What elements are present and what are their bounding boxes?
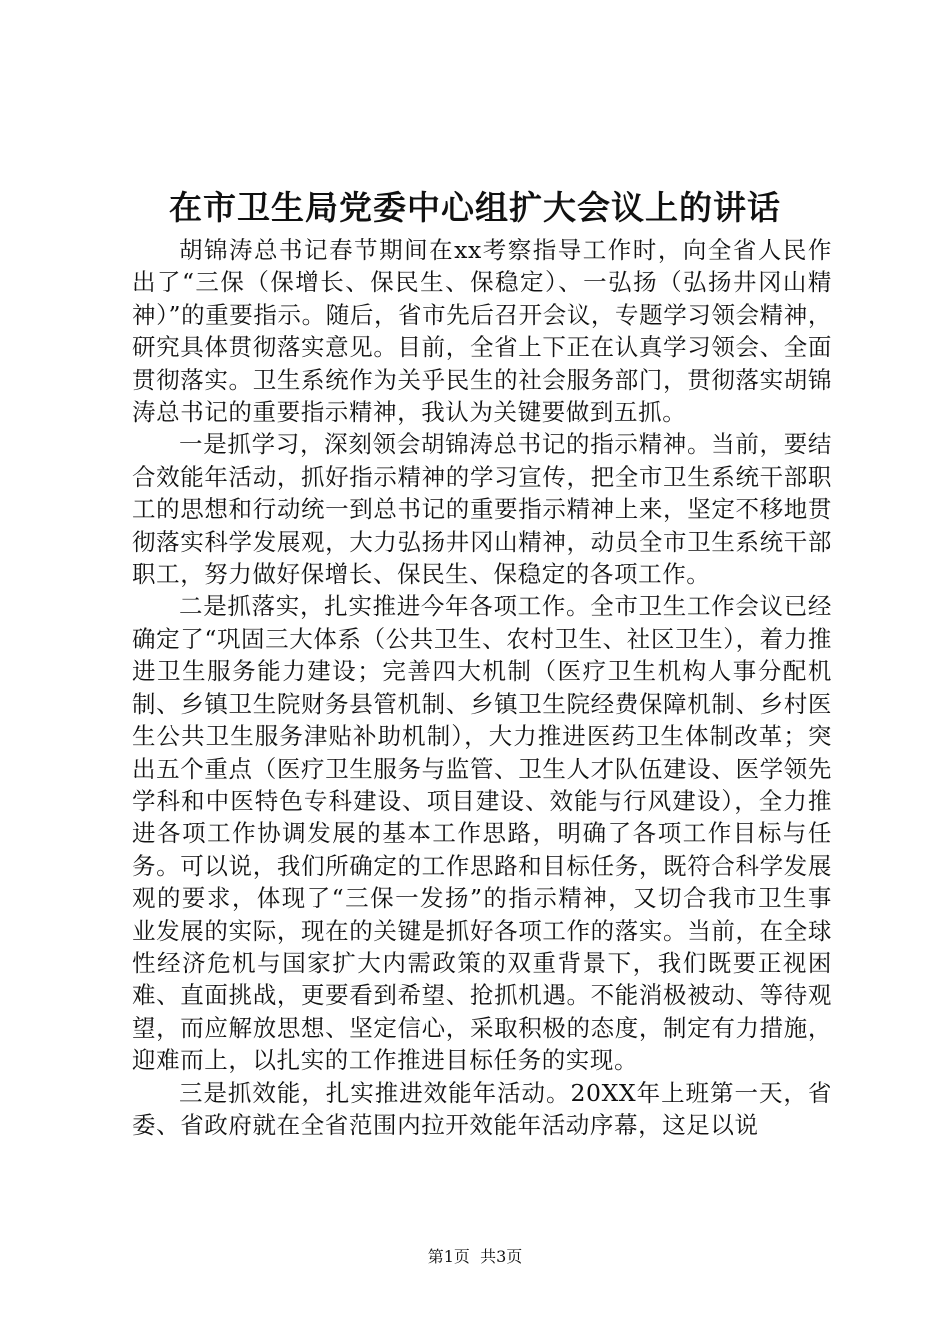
document-title: 在市卫生局党委中心组扩大会议上的讲话 xyxy=(169,188,781,227)
paragraph-efficiency: 三是抓效能，扎实推进效能年活动。20XX年上班第一天，省委、省政府就在全省范围内拉开效能年活动序幕，这足以说 xyxy=(132,1078,832,1139)
document-body xyxy=(132,234,832,1141)
page-footer xyxy=(0,1246,950,1268)
page-total: 共3页 xyxy=(480,1247,523,1266)
paragraph-implementation: 二是抓落实，扎实推进今年各项工作。全市卫生工作会议已经确定了“巩固三大体系（公共卫生、农村卫生、社区卫生），着力推进卫生服务能力建设；完善四大机制（医疗卫生机构人事分配机制、乡镇卫生院财务县管机制、乡镇卫生院经费保障机制、乡村医生公共卫生服务津贴补助机制），大力推进医药卫生体制改革；突出五个重点（医疗卫生服务与监管、卫生人才队伍建设、医学领先学科和中医特色专科建设、项目建设、效能与行风建设），全力推进各项工作协调发展的基本工作思路，明确了各项工作目标与任务。可以说，我们所确定的工作思路和目标任务，既符合科学发展观的要求，体现了“三保一发扬”的指示精神，又切合我市卫生事业发展的实际，现在的关键是抓好各项工作的落实。当前，在全球性经济危机与国家扩大内需政策的双重背景下，我们既要正视困难、直面挑战，更要看到希望、抢抓机遇。不能消极被动、等待观望，而应解放思想、坚定信心，采取积极的态度，制定有力措施，迎难而上，以扎实的工作推进目标任务的实现。 xyxy=(132,592,832,1075)
page-number: 第1页 xyxy=(427,1247,470,1266)
paragraph-study: 一是抓学习，深刻领会胡锦涛总书记的指示精神。当前，要结合效能年活动，抓好指示精神的学习宣传，把全市卫生系统干部职工的思想和行动统一到总书记的重要指示精神上来，坚定不移地贯彻落实科学发展观，大力弘扬井冈山精神，动员全市卫生系统干部职工，努力做好保增长、保民生、保稳定的各项工作。 xyxy=(132,430,832,589)
paragraph-intro: 胡锦涛总书记春节期间在xx考察指导工作时，向全省人民作出了“三保（保增长、保民生、保稳定）、一弘扬（弘扬井冈山精神）”的重要指示。随后，省市先后召开会议，专题学习领会精神，研究具体贯彻落实意见。目前，全省上下正在认真学习领会、全面贯彻落实。卫生系统作为关乎民生的社会服务部门，贯彻落实胡锦涛总书记的重要指示精神，我认为关键要做到五抓。 xyxy=(132,236,832,427)
